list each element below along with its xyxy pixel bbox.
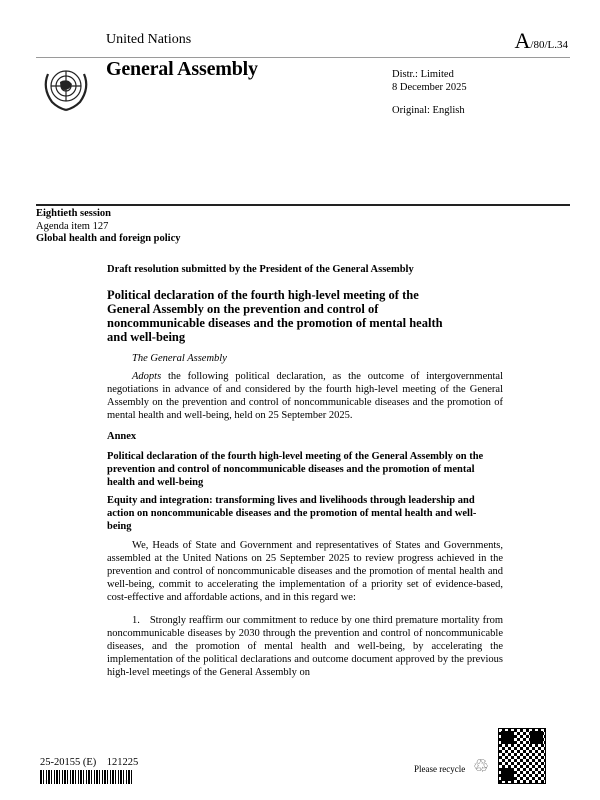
body-title: General Assembly (106, 58, 258, 80)
agenda-topic: Global health and foreign policy (36, 233, 181, 244)
agenda-item: Agenda item 127 (36, 220, 109, 232)
recycle-icon: ♲ (472, 756, 490, 776)
section-heading: Equity and integration: transforming lives and livelihoods through leadership and action on noncommunicable diseases and the promotion of mental health and well-being (107, 495, 477, 532)
paragraph-number: 1. (132, 615, 140, 626)
paragraph-1 (107, 614, 503, 679)
original-language: Original: English (392, 105, 465, 116)
symbol-prefix: A (514, 28, 531, 53)
recycle-text: Please recycle (414, 764, 466, 774)
organization-name: United Nations (106, 32, 192, 47)
session-block (36, 208, 181, 246)
preamble-paragraph: We, Heads of State and Government and representatives of States and Governments, assembled at the United Nations on 25 September 2025 to review progress achieved in the prevention and control of noncommunicable diseases and the promotion of mental health and well-being, commit to accelerating the implementation of a priority set of evidence-based, cost-effective and affordable actions, and in this regard we: (107, 540, 503, 603)
annex-label: Annex (107, 431, 137, 442)
distribution: Distr.: Limited (392, 69, 454, 80)
distribution-info (392, 68, 467, 94)
session-name: Eightieth session (36, 208, 111, 219)
document-symbol (515, 28, 568, 54)
un-emblem-icon (38, 60, 94, 116)
barcode-icon (40, 770, 132, 784)
adopts-word: Adopts (132, 371, 162, 382)
draft-line: Draft resolution submitted by the President of the General Assembly (107, 264, 414, 275)
document-number: 25-20155 (E) 121225 (40, 757, 139, 768)
session-divider (36, 204, 570, 206)
adopts-paragraph (107, 370, 503, 422)
resolution-title: Political declaration of the fourth high-level meeting of the General Assembly on the prevention and control of noncommunicable diseases and the promotion of mental health and well-being (107, 288, 443, 344)
paragraph-1-text: Strongly reaffirm our commitment to reduce by one third premature mortality from noncommunicable diseases by 2030 through the prevention and control of noncommunicable diseases, and the promotion of mental health and well-being, by accelerating the implementation of the political declarations and outcome document approved by the previous high-level meetings of the General Assembly on (107, 615, 504, 678)
assembly-label: The General Assembly (132, 353, 227, 364)
adopts-text: the following political declaration, as the outcome of intergovernmental negotiations in advance of and considered by the fourth high-level meeting of the General Assembly on the prevention and control of noncommunicable diseases and the promotion of mental health and well-being, held on 25 September 2025. (107, 371, 503, 421)
symbol-suffix: /80/L.34 (530, 39, 568, 51)
qr-code-icon[interactable] (498, 728, 546, 784)
annex-title: Political declaration of the fourth high-level meeting of the General Assembly on the prevention and control of noncommunicable diseases and the promotion of mental health and well-being (107, 451, 484, 488)
document-date: 8 December 2025 (392, 82, 467, 93)
